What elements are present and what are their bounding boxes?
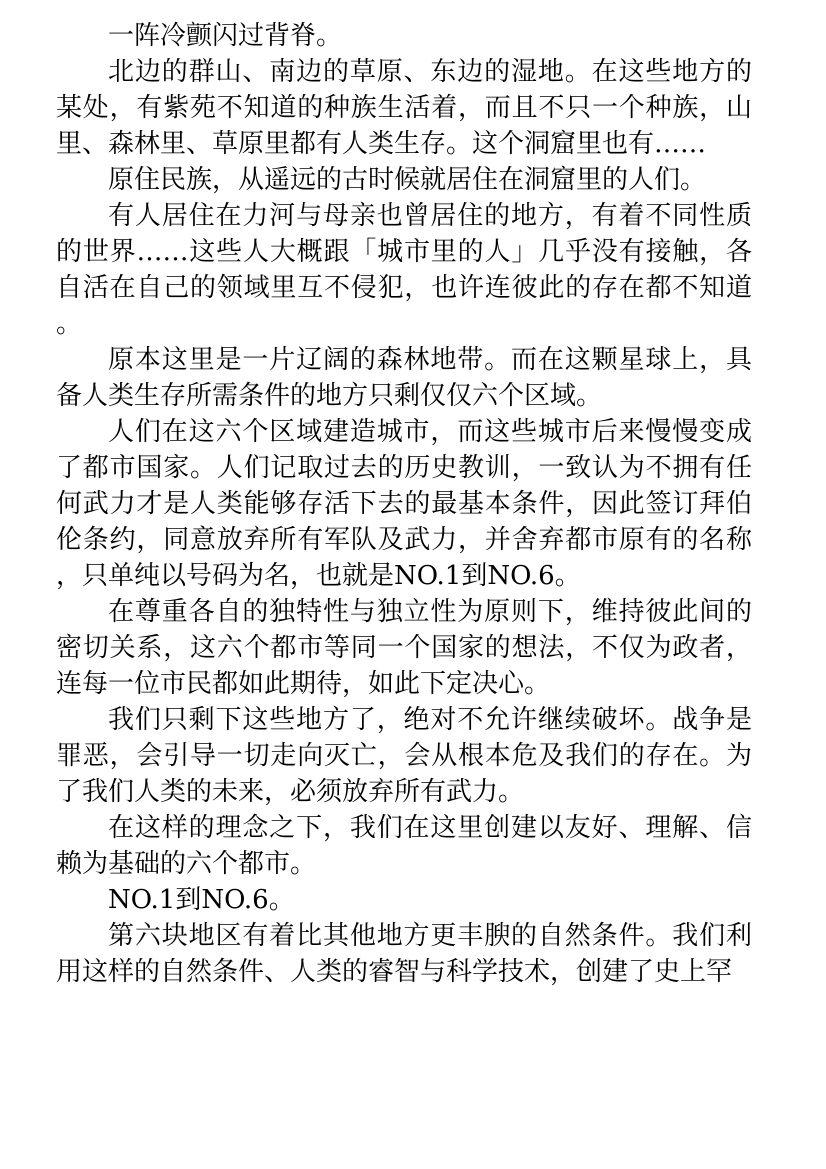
paragraph-1: 一阵冷颤闪过背脊。 [108,21,343,51]
paragraph-11: 第六块地区有着比其他地方更丰腴的自然条件。我们利用这样的自然条件、人类的睿智与科学技术，创建了史上罕 [56,921,752,987]
paragraph-4: 有人居住在力河与母亲也曾居住的地方，有着不同性质的世界……这些人大概跟「城市里的人」几乎没有接触，各自活在自己的领域里互不侵犯，也许连彼此的存在都不知道。 [56,201,752,339]
paragraph-8: 我们只剩下这些地方了，绝对不允许继续破坏。战争是罪恶，会引导一切走向灭亡，会从根本危及我们的存在。为了我们人类的未来，必须放弃所有武力。 [56,705,752,807]
paragraph-6: 人们在这六个区域建造城市，而这些城市后来慢慢变成了都市国家。人们记取过去的历史教训，一致认为不拥有任何武力才是人类能够存活下去的最基本条件，因此签订拜伯伦条约，同意放弃所有军队及武力，并舍弃都市原有的名称，只单纯以号码为名，也就是NO.1到NO.6。 [56,417,752,591]
document-page [56,18,752,990]
paragraph-5: 原本这里是一片辽阔的森林地带。而在这颗星球上，具备人类生存所需条件的地方只剩仅仅六个区域。 [56,345,752,411]
paragraph-9: 在这样的理念之下，我们在这里创建以友好、理解、信赖为基础的六个都市。 [56,813,752,879]
paragraph-3: 原住民族，从遥远的古时候就居住在洞窟里的人们。 [108,165,707,195]
paragraph-7: 在尊重各自的独特性与独立性为原则下，维持彼此间的密切关系，这六个都市等同一个国家的想法，不仅为政者，连每一位市民都如此期待，如此下定决心。 [56,597,752,699]
paragraph-2: 北边的群山、南边的草原、东边的湿地。在这些地方的某处，有紫苑不知道的种族生活着，而且不只一个种族，山里、森林里、草原里都有人类生存。这个洞窟里也有…… [56,57,752,159]
paragraph-10: NO.1到NO.6。 [108,885,295,915]
